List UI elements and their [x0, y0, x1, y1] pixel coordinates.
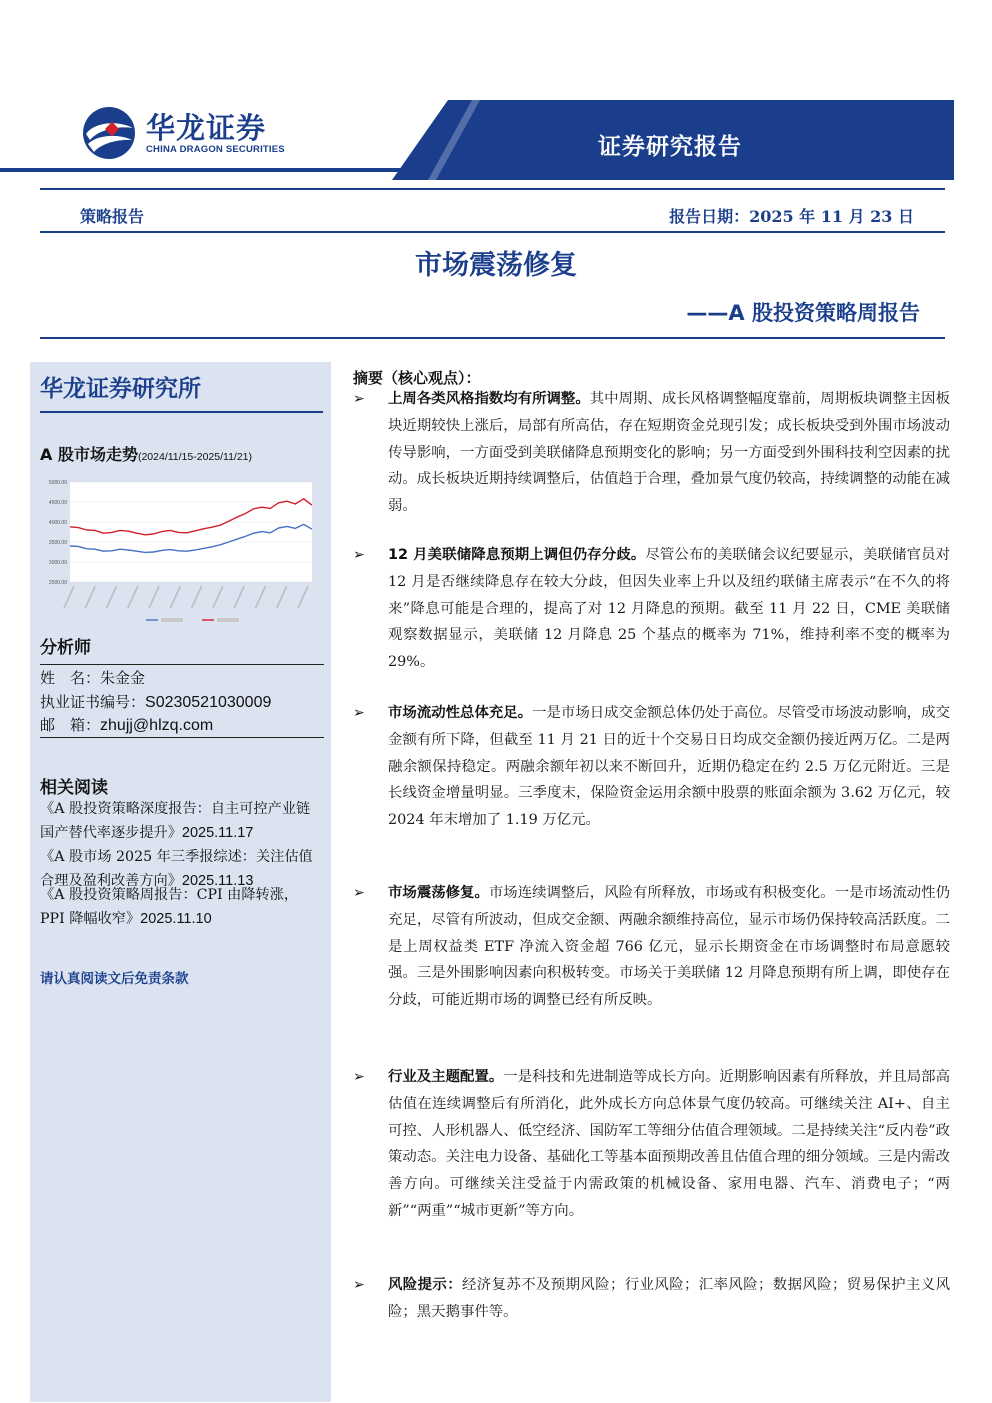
market-trend-chart — [36, 474, 326, 632]
related-reading-title: 《A 股投资策略深度报告：自主可控产业链国产替代率逐步提升》 — [40, 801, 311, 841]
chart-legend-label-blur — [217, 618, 239, 622]
chart-x-tick-mark — [192, 586, 202, 608]
analyst-email[interactable]: zhujj@hlzq.com — [100, 717, 214, 734]
bullet-arrow-icon: ➢ — [353, 391, 365, 407]
bullet-arrow-icon: ➢ — [353, 885, 365, 901]
analyst-rule-bottom — [40, 737, 324, 738]
chart-x-tick-mark — [107, 586, 117, 608]
bullet-body: 尽管公布的美联储会议纪要显示，美联储官员对 12 月是否继续降息存在较大分歧，但因失业率上升以及纽约联储主席表示“在不久的将来”降息可能是合理的，提高了对 12 月降息的预期。截至 11 月 22 日，CME 美联储观察数据显示，美联储 12 月降息 25 个基点的概率为 71%，维持利率不变的概率为 29%。 — [388, 547, 950, 671]
chart-x-tick-mark — [234, 586, 244, 608]
bullet-arrow-icon: ➢ — [353, 705, 365, 721]
abstract-heading: 摘要（核心观点）： — [353, 369, 481, 387]
analyst-email-row — [40, 714, 213, 735]
abstract-bullet — [353, 386, 950, 520]
bullet-body: 其中周期、成长风格调整幅度靠前，周期板块调整主因板块近期较快上涨后，局部有所高估，存在短期资金兑现引发；成长板块受到外围市场波动传导影响，一方面受到美联储降息预期变化的影响；另一方面受到外围科技利空因素的扰动。成长板块近期持续调整后，估值趋于合理，叠加景气度仍较高，持续调整的动能在减弱。 — [388, 391, 950, 515]
related-reading-date: 2025.11.10 — [140, 911, 212, 927]
bullet-body: 市场连续调整后，风险有所释放，市场或有积极变化。一是市场流动性仍充足，尽管有所波动，但成交金额、两融余额维持高位，显示市场仍保持较高活跃度。二是上周权益类 ETF 净流入资金超 766 亿元，显示长期资金在市场调整时布局意愿较强。三是外围影响因素向积极转变。市场关于美联储 12 月降息预期有所上调，即使存在分歧，可能近期市场的调整已经有所反映。 — [388, 885, 950, 1009]
analyst-name-row — [40, 667, 145, 688]
report-title: 市场震荡修复 — [415, 250, 577, 281]
bullet-arrow-icon: ➢ — [353, 547, 365, 563]
bullet-body: 经济复苏不及预期风险；行业风险；汇率风险；数据风险；贸易保护主义风险；黑天鹅事件等。 — [388, 1277, 950, 1320]
abstract-bullet — [353, 700, 950, 834]
chart-y-tick-label: 3000.00 — [48, 560, 67, 566]
market-trend-label — [40, 442, 252, 465]
abstract-bullet — [353, 1272, 950, 1326]
chart-x-tick-mark — [85, 586, 95, 608]
institute-name: 华龙证券研究所 — [40, 376, 201, 402]
related-reading-title: 《A 股投资策略周报告：CPI 由降转涨，PPI 降幅收窄》 — [40, 887, 299, 927]
report-subtitle: ——A 股投资策略周报告 — [686, 301, 920, 325]
disclaimer-link[interactable]: 请认真阅读文后免责条款 — [40, 971, 189, 987]
chart-x-tick-mark — [64, 586, 74, 608]
analyst-rule-top — [40, 664, 324, 665]
brand-name-en: CHINA DRAGON SECURITIES — [146, 144, 285, 155]
abstract-bullet — [353, 1064, 950, 1225]
chart-y-tick-label: 5000.00 — [48, 480, 67, 486]
analyst-cert: S0230521030009 — [145, 694, 272, 711]
bullet-lead: 12 月美联储降息预期上调但仍存分歧。 — [388, 547, 646, 563]
bullet-lead: 风险提示： — [388, 1277, 462, 1293]
header-banner — [0, 100, 992, 180]
report-category-title: 证券研究报告 — [598, 133, 742, 160]
brand-name: 华龙证券 — [146, 111, 267, 145]
related-reading-date: 2025.11.13 — [181, 873, 254, 889]
abstract-bullet — [353, 880, 950, 1014]
related-reading-date: 2025.11.17 — [181, 825, 254, 841]
bullet-lead: 市场震荡修复。 — [388, 885, 489, 901]
chart-x-tick-mark — [255, 586, 265, 608]
analyst-cert-row — [40, 691, 271, 712]
bullet-lead: 上周各类风格指数均有所调整。 — [388, 391, 590, 407]
related-reading-title: 《A 股市场 2025 年三季报综述：关注估值合理及盈利改善方向》 — [40, 849, 313, 889]
bullet-lead: 市场流动性总体充足。 — [388, 705, 533, 721]
analyst-cert-label: 执业证书编号： — [40, 693, 146, 711]
chart-x-tick-mark — [213, 586, 223, 608]
report-date: 报告日期：2025 年 11 月 23 日 — [669, 207, 914, 226]
related-reading-item[interactable] — [40, 797, 322, 845]
related-reading-item[interactable] — [40, 883, 322, 931]
bullet-body: 一是科技和先进制造等成长方向。近期影响因素有所释放，并且局部高估值在连续调整后有所消化，此外成长方向总体景气度仍较高。可继续关注 AI+、自主可控、人形机器人、低空经济、国防军工等细分估值合理领域。二是持续关注“反内卷”政策动态。关注电力设备、基础化工等基本面预期改善且估值合理的细分领域。三是内需改善方向。可继续关注受益于内需政策的机械设备、家用电器、汽车、消费电子；“两新”“两重”“城市更新”等方向。 — [388, 1069, 950, 1219]
market-trend-range: (2024/11/15-2025/11/21) — [137, 451, 253, 463]
analyst-name-label: 姓 名： — [40, 669, 101, 687]
analyst-heading: 分析师 — [40, 638, 91, 658]
abstract-bullet — [353, 542, 950, 676]
chart-y-tick-label: 3500.00 — [48, 540, 67, 546]
chart-x-tick-mark — [128, 586, 138, 608]
chart-x-tick-mark — [170, 586, 180, 608]
analyst-name: 朱金金 — [100, 669, 146, 687]
chart-y-tick-label: 4500.00 — [48, 500, 67, 506]
bullet-body: 一是市场日成交金额总体仍处于高位。尽管受市场波动影响，成交金额有所下降，但截至 11 月 21 日的近十个交易日日均成交金额仍接近两万亿。二是两融余额保持稳定。两融余额年初以来不断回升，近期仍稳定在约 2.5 万亿元附近。三是长线资金增量明显。三季度末，保险资金运用余额中股票的账面余额为 3.62 万亿元，较 2024 年末增加了 1.19 万亿元。 — [388, 705, 950, 829]
chart-y-tick-label: 2500.00 — [48, 580, 67, 586]
institute-rule — [40, 411, 323, 413]
chart-x-tick-mark — [277, 586, 287, 608]
chart-y-tick-label: 4000.00 — [48, 520, 67, 526]
bullet-arrow-icon: ➢ — [353, 1277, 365, 1293]
analyst-email-label: 邮 箱： — [40, 716, 101, 734]
related-reading-heading: 相关阅读 — [40, 778, 108, 798]
report-type: 策略报告 — [80, 207, 145, 226]
title-rule-bottom — [40, 337, 945, 339]
chart-legend-label-blur — [161, 618, 183, 622]
bullet-arrow-icon: ➢ — [353, 1069, 365, 1085]
market-trend-title: A 股市场走势 — [40, 445, 138, 464]
chart-x-tick-mark — [149, 586, 159, 608]
bullet-lead: 行业及主题配置。 — [388, 1069, 504, 1085]
title-rule-top — [40, 231, 945, 233]
header-rule — [40, 188, 945, 190]
chart-x-tick-mark — [298, 586, 308, 608]
